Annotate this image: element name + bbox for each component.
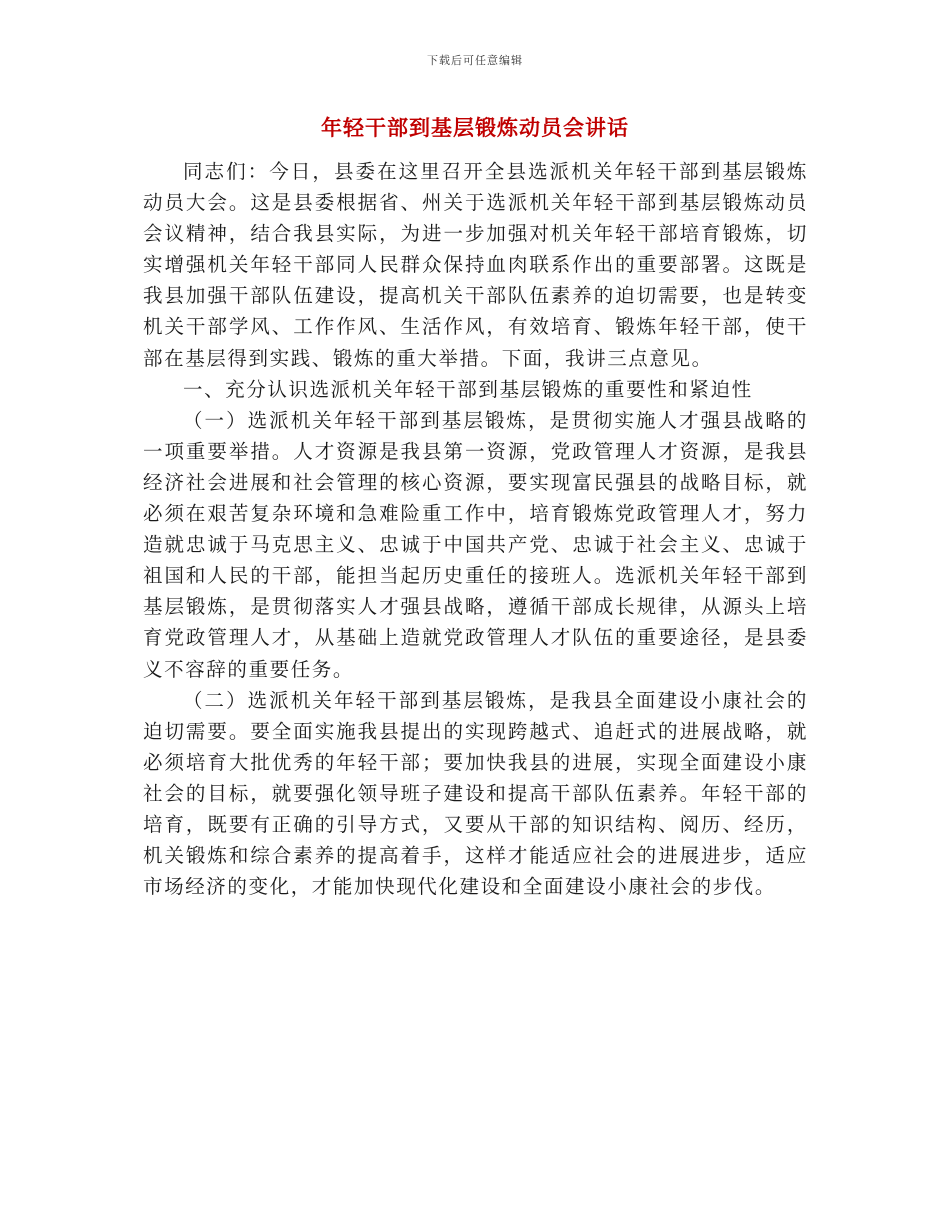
paragraph-point-1: （一）选派机关年轻干部到基层锻炼，是贯彻实施人才强县战略的一项重要举措。人才资源是我县第一资源，党政管理人才资源，是我县经济社会进展和社会管理的核心资源，要实现富民强县的战略目标，就必须在艰苦复杂环境和急难险重工作中，培育锻炼党政管理人才，努力造就忠诚于马克思主义、忠诚于中国共产党、忠诚于社会主义、忠诚于祖国和人民的干部，能担当起历史重任的接班人。选派机关年轻干部到基层锻炼，是贯彻落实人才强县战略，遵循干部成长规律，从源头上培育党政管理人才，从基础上造就党政管理人才队伍的重要途径，是县委义不容辞的重要任务。 (143, 408, 808, 681)
paragraph-opening: 同志们：今日，县委在这里召开全县选派机关年轻干部到基层锻炼动员大会。这是县委根据省、州关于选派机关年轻干部到基层锻炼动员会议精神，结合我县实际，为进一步加强对机关年轻干部培育锻炼，切实增强机关年轻干部同人民群众保持血肉联系作出的重要部署。这既是我县加强干部队伍建设，提高机关干部队伍素养的迫切需要，也是转变机关干部学风、工作作风、生活作风，有效培育、锻炼年轻干部，使干部在基层得到实践、锻炼的重大举措。下面，我讲三点意见。 (143, 160, 808, 370)
header-note: 下载后可任意编辑 (427, 54, 523, 67)
section-heading-1: 一、充分认识选派机关年轻干部到基层锻炼的重要性和紧迫性 (182, 377, 753, 401)
document-title: 年轻干部到基层锻炼动员会讲话 (321, 115, 629, 140)
paragraph-point-2: （二）选派机关年轻干部到基层锻炼，是我县全面建设小康社会的迫切需要。要全面实施我县提出的实现跨越式、追赶式的进展战略，就必须培育大批优秀的年轻干部；要加快我县的进展，实现全面建设小康社会的目标，就要强化领导班子建设和提高干部队伍素养。年轻干部的培育，既要有正确的引导方式，又要从干部的知识结构、阅历、经历，机关锻炼和综合素养的提高着手，这样才能适应社会的进展进步，适应市场经济的变化，才能加快现代化建设和全面建设小康社会的步伐。 (143, 688, 808, 899)
document-body (143, 156, 808, 902)
